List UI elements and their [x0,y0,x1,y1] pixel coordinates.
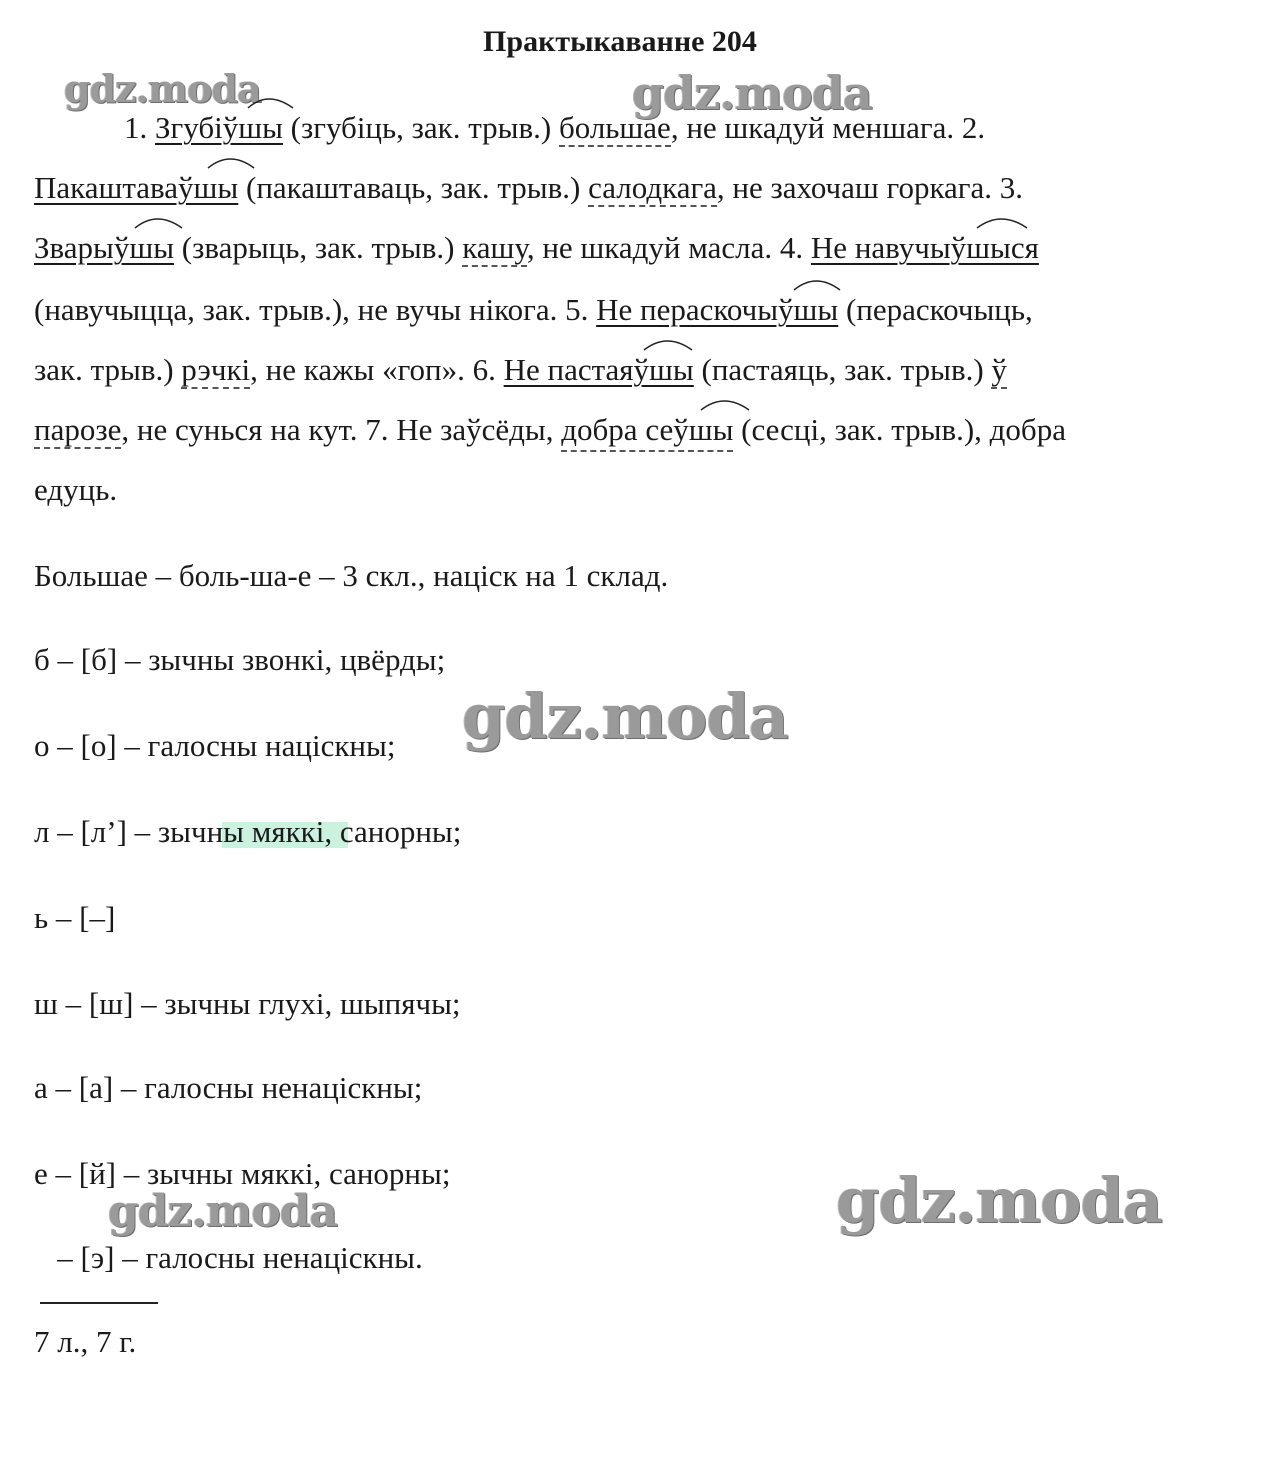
paragraph-line-1: 1. Згубіўшы (згубіць, зак. трыв.) большае, не шкадуй меншага. 2. [124,108,985,148]
participle: Не навучыўшыся [811,228,1039,268]
participle: добра сеўшы [561,410,733,452]
watermark: gdz.moda [836,1164,1162,1237]
phonetic-line: – [э] – галосны ненаціскны. [34,1240,423,1275]
sentence-number: 1. [124,110,155,145]
word-analysis-header: Большае – боль-ша-е – 3 скл., націск на 1 склад. [34,558,669,593]
suffix-arc-icon [32,150,262,170]
paragraph-line-2: Пакаштаваўшы (пакаштаваць, зак. трыв.) салодкага, не захочаш горкага. 3. [34,168,1023,208]
suffix-arc-icon [809,210,1069,230]
suffix-arc-icon [594,272,874,292]
phonetic-line: б – [б] – зычны звонкі, цвёрды; [34,642,446,677]
phonetic-line: а – [а] – галосны ненаціскны; [34,1070,423,1105]
phonetic-line: л – [л’] – зычны мяккі, санорны; [34,814,462,849]
dependent-word: большае [558,110,671,145]
footnote: 7 л., 7 г. [34,1324,137,1359]
paragraph-line-5: зак. трыв.) рэчкі, не кажы «гоп». 6. Не пастаяўшы (пастаяць, зак. трыв.) ў [34,350,1007,390]
suffix-arc-icon [32,210,192,230]
participle: Пакаштаваўшы [34,168,238,208]
participle: Не пераскочыўшы [596,290,838,330]
phonetic-line: ш – [ш] – зычны глухі, шыпячы; [34,986,461,1021]
phonetic-line: е – [й] – зычны мяккі, санорны; [34,1156,451,1191]
participle: Не пастаяўшы [504,350,694,390]
footnote-divider [40,1302,158,1304]
paragraph-line-6: парозе, не сунься на кут. 7. Не заўсёды, добра сеўшы (сесці, зак. трыв.), добра [34,410,1066,452]
paragraph-line-7: едуць. [34,472,118,507]
page-title: Практыкаванне 204 [483,25,757,58]
watermark: gdz.moda [64,66,261,111]
watermark: gdz.moda [108,1186,338,1237]
suffix-arc-icon [502,332,732,352]
dependent-word: рэчкі [181,352,251,387]
dependent-word: ў [991,352,1007,387]
dependent-word: салодкага [588,170,717,205]
paragraph-line-3: Зварыўшы (зварыць, зак. трыв.) кашу, не шкадуй масла. 4. Не навучыўшыся [34,228,1039,268]
paragraph-line-4: (навучыцца, зак. трыв.), не вучы нікога. 5. Не пераскочыўшы (пераскочыць, [34,290,1033,330]
phonetic-line: о – [о] – галосны націскны; [34,728,396,763]
watermark: gdz.moda [632,66,872,120]
participle: Зварыўшы [34,228,174,268]
suffix-arc-icon [559,392,759,412]
watermark: gdz.moda [462,680,788,753]
participle: Згубіўшы [155,108,283,148]
suffix-arc-icon [153,90,293,110]
dependent-word: кашу [462,230,527,265]
phonetic-line: ь – [–] [34,900,116,935]
dependent-word: парозе [34,412,122,447]
